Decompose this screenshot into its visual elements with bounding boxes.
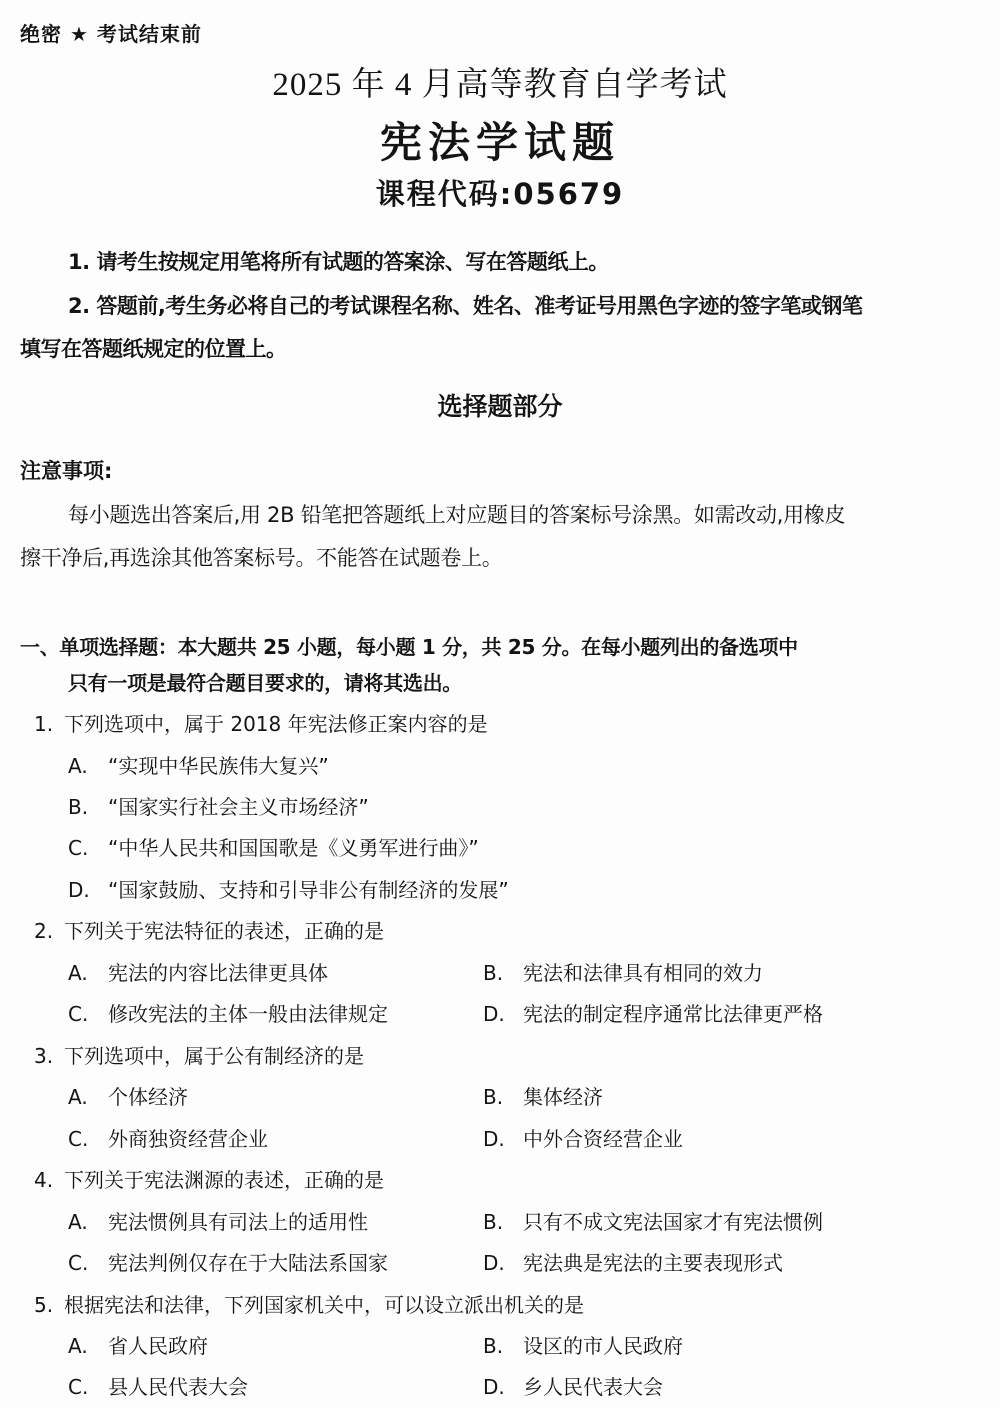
question-4-option-c xyxy=(68,1247,388,1276)
option-text: “国家鼓励、支持和引导非公有制经济的发展” xyxy=(108,878,509,902)
question-4-option-a xyxy=(68,1206,368,1235)
option-letter: D. xyxy=(483,1375,505,1399)
option-letter: D. xyxy=(483,1251,505,1275)
option-letter: C. xyxy=(68,1375,89,1399)
option-text: 集体经济 xyxy=(523,1085,603,1109)
subject-title: 宪法学试题 xyxy=(379,118,620,167)
option-letter: A. xyxy=(68,754,88,778)
notes-label: 注意事项: xyxy=(20,459,113,483)
instruction-2: 2. 答题前,考生务必将自己的考试课程名称、姓名、准考证号用黑色字迹的签字笔或钢笔 xyxy=(68,294,863,318)
question-2-option-d xyxy=(483,998,823,1027)
question-1-stem xyxy=(34,708,488,737)
instruction-1: 1. 请考生按规定用笔将所有试题的答案涂、写在答题纸上。 xyxy=(68,250,609,274)
question-text: 下列选项中，属于公有制经济的是 xyxy=(64,1044,364,1068)
option-text: 宪法典是宪法的主要表现形式 xyxy=(523,1251,783,1275)
question-4-option-d xyxy=(483,1247,783,1276)
exam-title: 2025 年 4 月高等教育自学考试 xyxy=(272,67,728,103)
option-text: 省人民政府 xyxy=(108,1334,208,1358)
question-3-option-d xyxy=(483,1123,683,1152)
question-3-option-a xyxy=(68,1081,188,1110)
question-text: 根据宪法和法律，下列国家机关中，可以设立派出机关的是 xyxy=(64,1293,584,1317)
question-2-stem xyxy=(34,915,384,944)
option-text: 外商独资经营企业 xyxy=(108,1127,268,1151)
question-5-option-a xyxy=(68,1330,208,1359)
option-text: 中外合资经营企业 xyxy=(523,1127,683,1151)
option-letter: C. xyxy=(68,1251,89,1275)
option-text: 设区的市人民政府 xyxy=(523,1334,683,1358)
option-text: 宪法和法律具有相同的效力 xyxy=(523,961,763,985)
question-2-option-c xyxy=(68,998,388,1027)
question-4-stem xyxy=(34,1164,384,1193)
question-text: 下列关于宪法特征的表述，正确的是 xyxy=(64,919,384,943)
option-letter: B. xyxy=(68,795,89,819)
instruction-2-cont: 填写在答题纸规定的位置上。 xyxy=(20,337,287,361)
option-text: 乡人民代表大会 xyxy=(523,1375,663,1399)
option-letter: C. xyxy=(68,836,89,860)
question-1-option-d xyxy=(68,874,509,903)
section-title: 选择题部分 xyxy=(437,392,563,421)
option-letter: B. xyxy=(483,1334,504,1358)
question-2-option-b xyxy=(483,957,763,986)
option-letter: A. xyxy=(68,1210,88,1234)
option-letter: A. xyxy=(68,1085,88,1109)
option-letter: D. xyxy=(483,1127,505,1151)
question-5-option-c xyxy=(68,1371,248,1400)
question-5-option-b xyxy=(483,1330,683,1359)
part-one-heading: 一、单项选择题：本大题共 25 小题，每小题 1 分，共 25 分。在每小题列出的备选项中 xyxy=(20,635,798,659)
option-text: “国家实行社会主义市场经济” xyxy=(108,795,369,819)
option-text: 宪法惯例具有司法上的适用性 xyxy=(108,1210,368,1234)
option-text: 个体经济 xyxy=(108,1085,188,1109)
option-letter: B. xyxy=(483,1210,504,1234)
question-4-option-b xyxy=(483,1206,823,1235)
option-text: 宪法的内容比法律更具体 xyxy=(108,961,328,985)
option-letter: A. xyxy=(68,961,88,985)
question-3-option-b xyxy=(483,1081,603,1110)
option-text: 宪法的制定程序通常比法律更严格 xyxy=(523,1002,823,1026)
question-2-option-a xyxy=(68,957,328,986)
option-text: 县人民代表大会 xyxy=(108,1375,248,1399)
question-1-option-b xyxy=(68,791,369,820)
question-text: 下列选项中，属于 2018 年宪法修正案内容的是 xyxy=(64,712,488,736)
question-1-option-a xyxy=(68,750,329,779)
question-number: 1. xyxy=(34,712,54,736)
question-number: 4. xyxy=(34,1168,54,1192)
part-one-heading-cont: 只有一项是最符合题目要求的，请将其选出。 xyxy=(68,671,462,695)
course-code: 课程代码:05679 xyxy=(375,177,625,211)
question-5-stem xyxy=(34,1289,584,1318)
option-letter: D. xyxy=(483,1002,505,1026)
question-1-option-c xyxy=(68,832,479,861)
option-text: “实现中华民族伟大复兴” xyxy=(108,754,329,778)
option-text: 修改宪法的主体一般由法律规定 xyxy=(108,1002,388,1026)
notes-line-2: 擦干净后,再选涂其他答案标号。不能答在试题卷上。 xyxy=(20,546,503,570)
option-letter: C. xyxy=(68,1127,89,1151)
option-letter: D. xyxy=(68,878,90,902)
option-letter: B. xyxy=(483,1085,504,1109)
question-5-option-d xyxy=(483,1371,663,1400)
question-number: 2. xyxy=(34,919,54,943)
option-letter: A. xyxy=(68,1334,88,1358)
option-letter: C. xyxy=(68,1002,89,1026)
notes-line-1: 每小题选出答案后,用 2B 铅笔把答题纸上对应题目的答案标号涂黑。如需改动,用橡皮 xyxy=(68,503,846,527)
question-text: 下列关于宪法渊源的表述，正确的是 xyxy=(64,1168,384,1192)
question-number: 3. xyxy=(34,1044,54,1068)
question-number: 5. xyxy=(34,1293,54,1317)
secret-mark: 绝密 ★ 考试结束前 xyxy=(20,22,202,46)
option-text: 只有不成文宪法国家才有宪法惯例 xyxy=(523,1210,823,1234)
question-3-stem xyxy=(34,1040,364,1069)
option-letter: B. xyxy=(483,961,504,985)
option-text: 宪法判例仅存在于大陆法系国家 xyxy=(108,1251,388,1275)
question-3-option-c xyxy=(68,1123,268,1152)
option-text: “中华人民共和国国歌是《义勇军进行曲》” xyxy=(108,836,479,860)
